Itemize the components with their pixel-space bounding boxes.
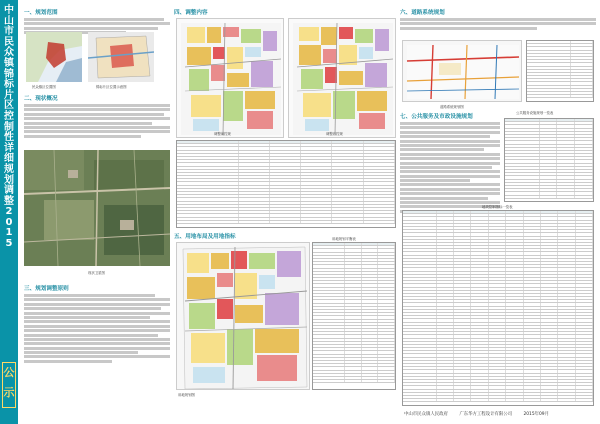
landuse-map xyxy=(176,242,310,390)
caption-location-right: 锦标片区位置示意图 xyxy=(96,85,127,89)
footer xyxy=(404,411,559,417)
facility-table xyxy=(504,118,594,202)
adjustment-table xyxy=(176,140,396,228)
title-char: 镇 xyxy=(4,57,14,69)
title-char: 1 xyxy=(5,227,13,239)
title-char: 控 xyxy=(4,110,14,122)
title-char: 细 xyxy=(4,153,14,165)
title-char: 区 xyxy=(4,100,14,112)
map-after-adjustment xyxy=(288,18,396,138)
sidebar xyxy=(0,0,18,424)
title-char: 民 xyxy=(4,36,14,48)
aerial-image xyxy=(24,150,170,266)
caption-road: 道路系统规划图 xyxy=(440,105,464,109)
title-char: 划 xyxy=(4,174,14,186)
title-char: 2 xyxy=(5,206,13,218)
vertical-title xyxy=(0,6,18,250)
section-2 xyxy=(24,92,170,139)
notice-char: 示 xyxy=(3,386,15,399)
title-char: 众 xyxy=(4,47,14,59)
road-legend xyxy=(526,40,594,102)
title-char: 规 xyxy=(4,163,14,175)
section-2-text xyxy=(24,104,170,138)
column-3 xyxy=(400,6,596,31)
caption-landuse: 用地规划图 xyxy=(178,393,195,397)
section-title-1: 一、规划范围 xyxy=(24,10,58,16)
section-3-text xyxy=(24,294,170,363)
title-char: 整 xyxy=(4,195,14,207)
section-7 xyxy=(400,110,500,214)
footer-org-2: 广东华方工程设计有限公司 xyxy=(459,412,513,417)
title-char: 0 xyxy=(5,216,13,228)
caption-facility-table: 公共服务设施规划一览表 xyxy=(516,111,554,115)
section-6-text xyxy=(400,18,596,30)
title-char: 标 xyxy=(4,79,14,91)
column-2 xyxy=(174,6,396,18)
title-char: 锦 xyxy=(4,68,14,80)
notice-char: 公 xyxy=(3,366,15,379)
footer-org-1: 中山市民众镇人民政府 xyxy=(404,412,448,417)
title-char: 市 xyxy=(4,26,14,38)
landuse-balance-table xyxy=(312,242,396,390)
section-title-3: 三、规划调整原则 xyxy=(24,286,69,292)
section-title-7: 七、公共服务及市政设施规划 xyxy=(400,114,473,120)
footer-date: 2015年09月 xyxy=(523,412,549,417)
title-char: 中 xyxy=(4,5,14,16)
section-3 xyxy=(24,282,170,364)
location-map-left xyxy=(26,32,82,82)
section-5 xyxy=(174,230,396,242)
caption-after: 调整后控规 xyxy=(326,132,343,136)
caption-before: 调整前控规 xyxy=(214,132,231,136)
road-system-map xyxy=(402,40,522,102)
caption-landuse-table: 用地规划平衡表 xyxy=(332,237,356,241)
plot-control-table xyxy=(402,210,594,406)
notice-badge xyxy=(2,362,16,408)
caption-location-left: 民众镇区位置图 xyxy=(32,85,56,89)
title-char: 调 xyxy=(4,185,14,197)
caption-aerial: 现状卫星图 xyxy=(88,271,105,275)
section-7-text xyxy=(400,122,500,213)
location-map-right xyxy=(88,32,154,82)
caption-plot-table: 地块控制指标一览表 xyxy=(482,205,513,209)
map-before-adjustment xyxy=(176,18,284,138)
title-char: 性 xyxy=(4,132,14,144)
title-char: 详 xyxy=(4,142,14,154)
section-title-2: 二、现状概况 xyxy=(24,96,58,102)
title-char: 制 xyxy=(4,121,14,133)
section-title-6: 六、道路系统规划 xyxy=(400,10,445,16)
title-char: 5 xyxy=(5,238,13,250)
title-char: 片 xyxy=(4,89,14,101)
section-title-5: 五、用地布局及用地指标 xyxy=(174,234,236,240)
section-title-4: 四、调整内容 xyxy=(174,10,208,16)
title-char: 山 xyxy=(4,15,14,27)
